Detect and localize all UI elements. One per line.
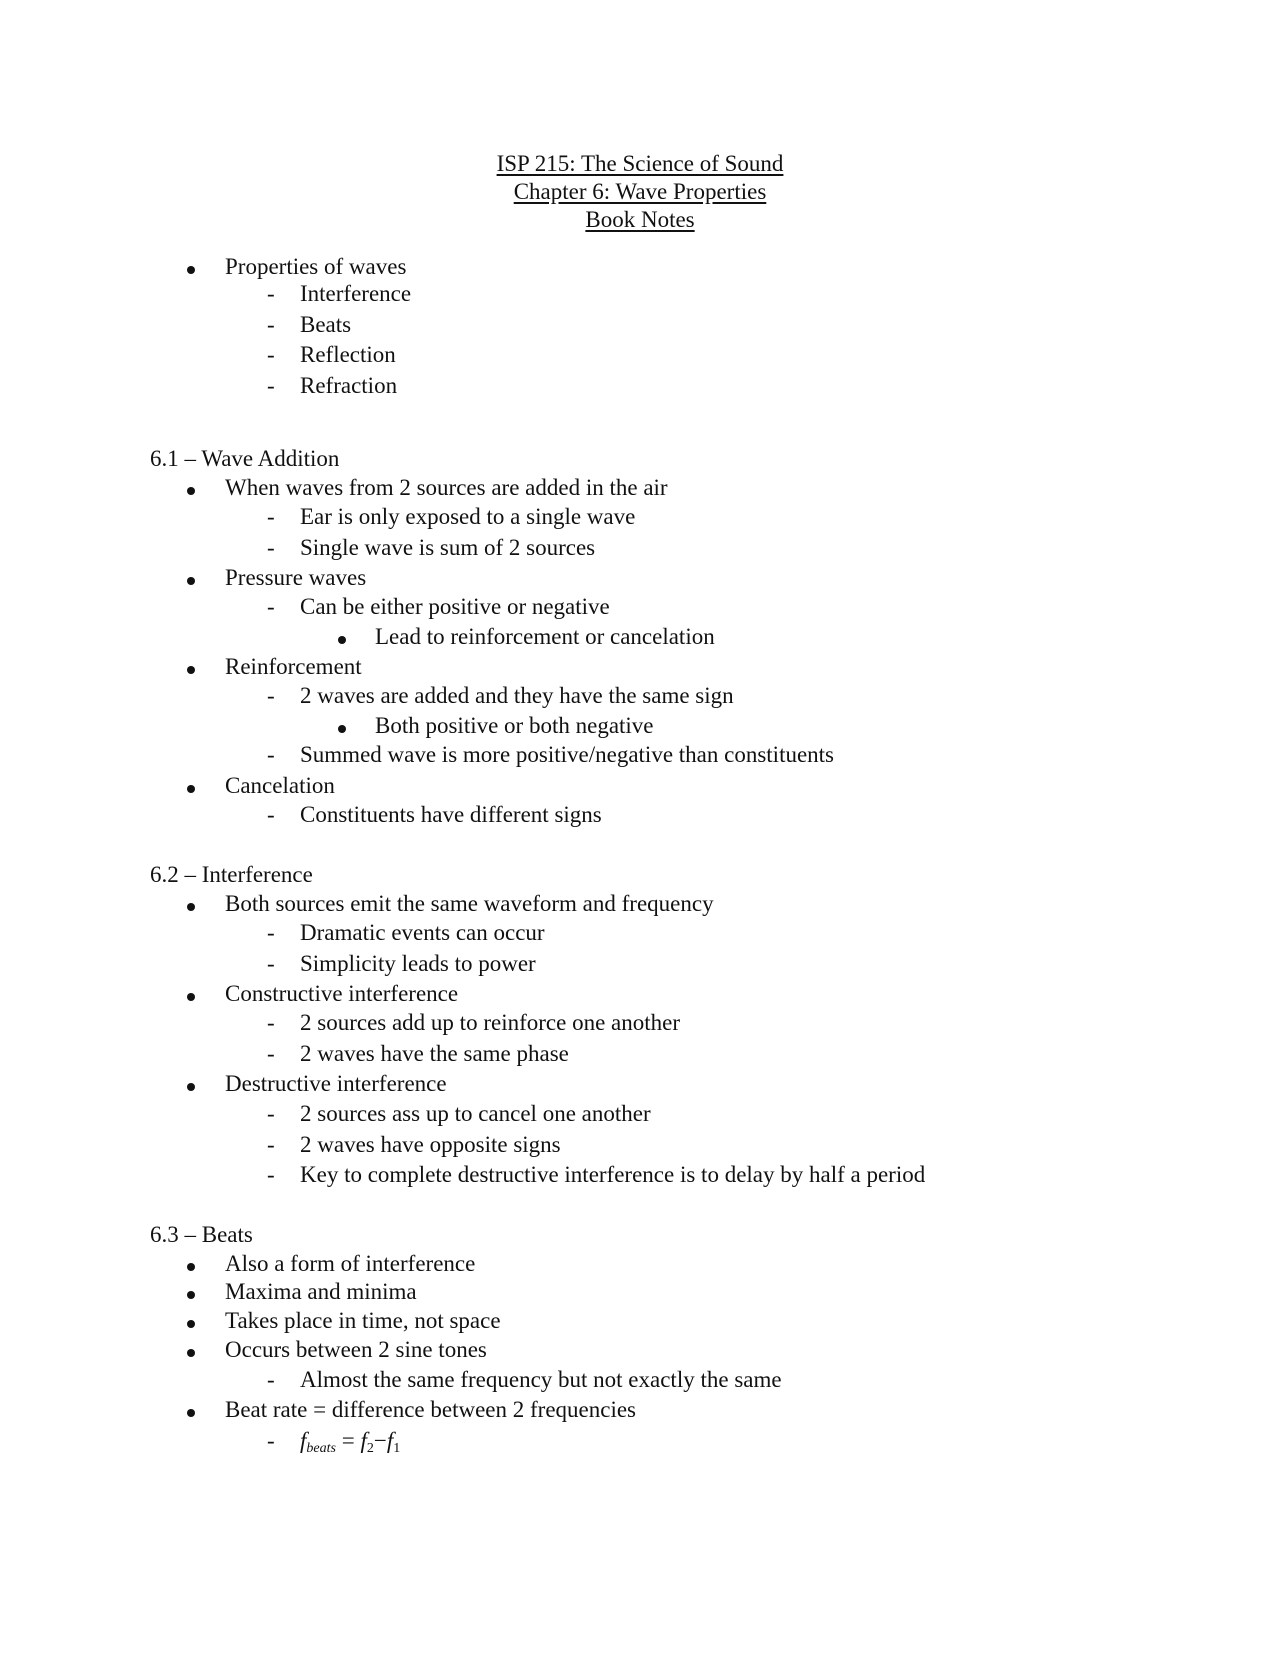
title-notes: Book Notes [585,207,695,232]
beat-formula: $f_{beats} = f_2-f_1$ [300,1428,401,1456]
bullet-icon [187,1307,195,1335]
dash-icon: - [267,535,275,560]
dash-icon: - [267,1367,275,1392]
dash-icon: - [267,594,275,619]
bullet-icon [187,890,195,918]
dash-icon: - [267,742,275,767]
bullet-icon [338,712,346,740]
dash-icon: - [267,920,275,945]
dash-icon: - [267,1010,275,1035]
dash-icon: - [267,373,275,398]
bullet-icon [187,653,195,681]
title-chapter: Chapter 6: Wave Properties [513,179,767,204]
dash-icon: - [267,312,275,337]
dash-icon: - [267,504,275,529]
bullet-icon [187,1250,195,1278]
dash-icon: - [267,1162,275,1187]
bullet-icon [187,474,195,502]
bullet-icon [187,564,195,592]
dash-icon: - [267,1132,275,1157]
bullet-icon [187,253,195,281]
document-title [0,150,1280,234]
bullet-icon [187,1278,195,1306]
bullet-icon [187,1336,195,1364]
bullet-icon [187,980,195,1008]
bullet-icon [338,623,346,651]
dash-icon: - [267,342,275,367]
dash-icon: - [267,683,275,708]
dash-icon: - [267,1041,275,1066]
dash-icon: - [267,1101,275,1126]
title-course: ISP 215: The Science of Sound [496,151,784,176]
dash-icon: - [267,951,275,976]
dash-icon: - [267,1428,275,1453]
bullet-icon [187,1070,195,1098]
bullet-icon [187,1396,195,1424]
dash-icon: - [267,802,275,827]
dash-icon: - [267,281,275,306]
bullet-icon [187,772,195,800]
